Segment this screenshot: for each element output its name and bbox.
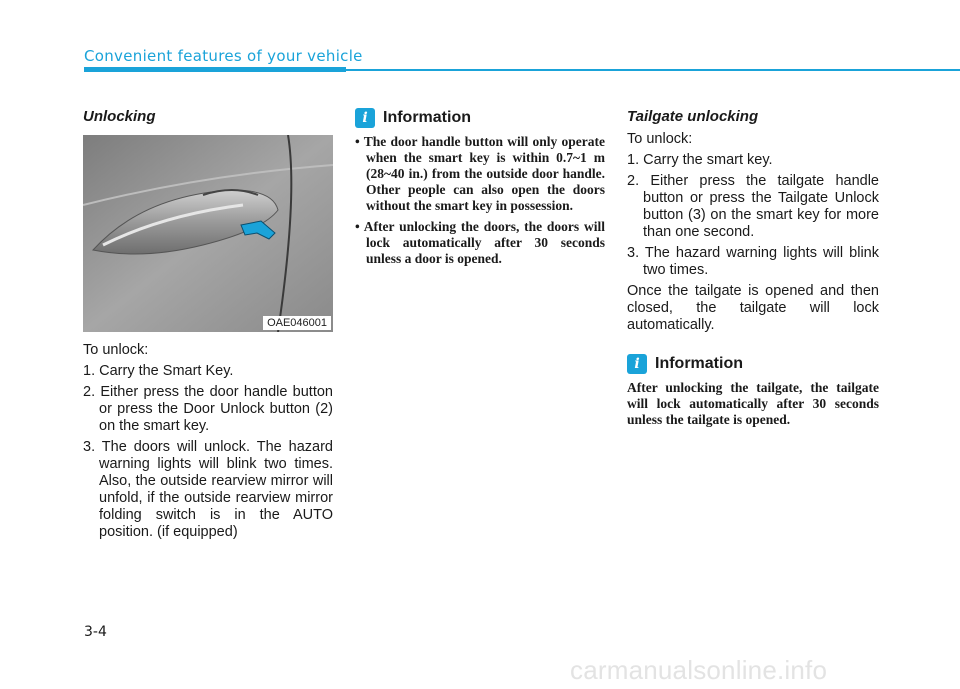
unlocking-column [83,108,333,545]
info-icon: i [627,354,647,374]
information-bullet: • The door handle button will only operate when the smart key is within 0.7~1 m (28~40 in.) from the outside door handle. Other people can also open the doors without the smart key in possession. [355,134,605,213]
tailgate-information-text: After unlocking the tailgate, the tailgate will lock automatically after 30 seconds unless the tailgate is opened. [627,380,879,427]
info-icon: i [355,108,375,128]
door-handle-illustration [83,135,333,332]
door-handle-photo [83,135,333,332]
information-bullet: • After unlocking the doors, the doors will lock automatically after 30 seconds unless a door is opened. [355,219,605,266]
tailgate-step: 1. Carry the smart key. [627,152,773,168]
tailgate-step: 3. The hazard warning lights will blink two times. [627,245,879,278]
tailgate-intro: To unlock: [627,131,693,147]
unlocking-heading: Unlocking [83,108,156,125]
watermark: carmanualsonline.info [570,655,828,685]
section-title: Convenient features of your vehicle [84,47,363,65]
tailgate-step: 2. Either press the tailgate handle button or press the Tailgate Unlock button (3) on the smart key for more than one second. [627,173,879,240]
header-rule [346,69,960,71]
information-title: Information [383,109,471,126]
information-list [355,134,605,267]
image-code-label: OAE046001 [263,316,331,330]
information-title: Information [655,355,743,372]
unlocking-steps [83,363,333,541]
section-title-bar [84,67,346,72]
unlocking-step: 2. Either press the door handle button or press the Door Unlock button (2) on the smart key. [83,384,333,434]
information-heading [355,108,605,128]
tailgate-closing: Once the tailgate is opened and then closed, the tailgate will lock automatically. [627,283,879,333]
unlocking-intro: To unlock: [83,342,149,358]
tailgate-column [627,108,879,428]
unlocking-step: 3. The doors will unlock. The hazard warning lights will blink two times. Also, the outside rearview mirror will unfold, if the outside rearview mirror folding switch is in the AUTO position. (if equipped) [83,439,333,540]
tailgate-heading: Tailgate unlocking [627,108,759,125]
tailgate-information-heading [627,354,879,374]
tailgate-steps [627,152,879,279]
unlocking-step: 1. Carry the Smart Key. [83,363,234,379]
information-box [355,108,605,272]
page-number: 3-4 [84,624,107,640]
